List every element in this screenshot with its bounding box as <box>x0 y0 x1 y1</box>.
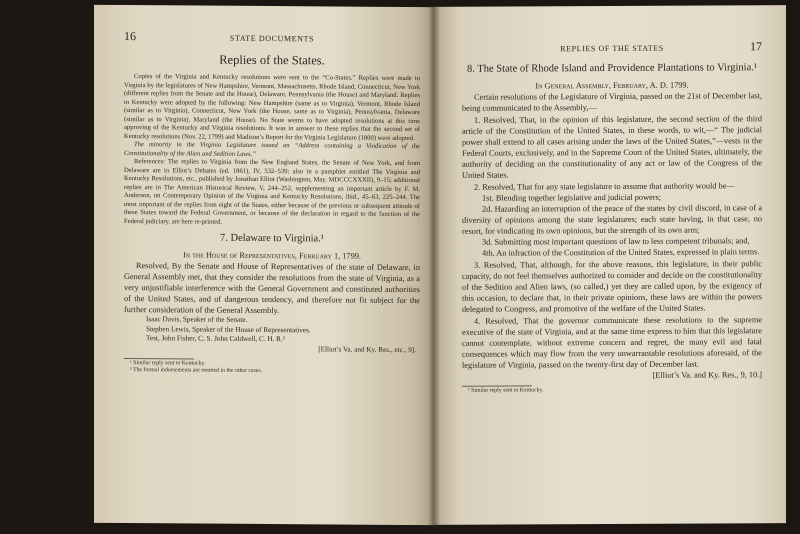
signature-line: Stephen Lewis, Speaker of the House of Representatives. <box>146 324 311 334</box>
rhode-island-citation: [Elliot’s Va. and Ky. Res., 9, 10.] <box>652 370 762 381</box>
left-running-head <box>124 29 420 46</box>
clause-3d: 3d. Submitting most important questions of law to less competent tribunals; and, <box>482 236 750 247</box>
rhode-island-dateline: In General Assembly, February, A. D. 1799. <box>535 80 689 90</box>
paragraph: Certain resolutions of the Legislature of Virginia, passed on the 21st of December last, being communicated to the Assembly,— <box>462 90 762 113</box>
delaware-dateline: In the House of Representatives, February 1, 1799. <box>183 250 361 261</box>
signatures <box>124 315 420 356</box>
right-running-head <box>462 39 762 56</box>
right-page <box>434 5 786 525</box>
delaware-title: 7. Delaware to Virginia.¹ <box>220 232 324 245</box>
resolution-4: 4. Resolved, That the governor communicate these resolutions to the supreme executive of the state of Virginia, and at the same time express to him that this legislature cannot contemplate, without extreme concern and regret, the many evil and fatal consequences which may flow from the very unwarrantable resolutions aforesaid, of the legislature of Virginia, passed on the twenty-first day of December last. <box>462 315 762 371</box>
left-page-number: 16 <box>124 29 136 44</box>
delaware-citation: [Elliot’s Va. and Ky. Res., etc., 9]. <box>318 345 416 354</box>
right-running-title: REPLIES OF THE STATES <box>560 43 664 54</box>
right-page-number: 17 <box>749 39 762 54</box>
intro-text <box>124 73 420 228</box>
signature-line: Isaac Davis, Speaker of the Senate. <box>146 314 248 324</box>
left-running-title: STATE DOCUMENTS <box>229 33 315 44</box>
intro-paragraph: References: The replies to Virginia from the New England States, the Senate of New York, and from Delaware are in Elliot’s Debates (ed. 1861), IV, 532–539; also in a pamphlet entitled The Virginia and Kentucky Resolutions, etc., published by Jonathan Elliot (Washington, May, MDCCCXXXII), 9–15; additional replies are in The American Historical Review, V, 244–252, supplementing an important article by F. M. Anderson, on Contemporary Opinion of the Virginia and Kentucky Resolutions, ibid., 45–63, 225–244. The most important of the replies from eight of the States, either because of the previous or subsequent attitude of these States toward the Federal Government, or because of the declaration in regard to the function of the Federal judiciary, are here re-printed. <box>124 158 420 226</box>
left-page <box>94 5 434 525</box>
book-gutter <box>428 0 440 534</box>
clause-4th: 4th. An infraction of the Constitution of the United States, expressed in plain terms. <box>482 247 760 258</box>
clause-1st: 1st. Blending together legislative and judicial powers; <box>482 192 662 203</box>
signature-line: Test, John Fisher, C. S. John Caldwell, C. H. R.² <box>146 334 285 344</box>
section-title: Replies of the States. <box>219 52 325 68</box>
clause-2d: 2d. Hazarding an interruption of the peace of the states by civil discord, in case of a diversity of opinions among the state legislatures; each state having, in that case, no resort, for vindicating its own opinions, but the strength of its own arm; <box>462 203 762 236</box>
rhode-island-body <box>462 79 762 382</box>
delaware-body <box>124 249 420 317</box>
resolution-3: 3. Resolved, That, although, for the above reasons, this legislature, in their public capacity, do not feel themselves authorized to consider and decide on the constitutionality of the Sedition and Alien laws, (so called,) yet they are called upon, by the exigency of this occasion, to declare that, in their private opinions, these laws are within the powers delegated to Congress, and promotive of the welfare of the United States. <box>462 259 762 314</box>
footnote: ¹ Similar reply sent to Kentucky. <box>468 387 544 395</box>
delaware-resolution: Resolved, By the Senate and House of Representatives of the state of Delaware, in General Assembly met, that they consider the resolutions from the state of Virginia, as a very unjustifiable interference with the General Government and constituted authorities of the United States, and of dangerous tendency, and therefore not fit subject for the further consideration of the General Assembly. <box>124 260 420 315</box>
resolution-1: 1. Resolved, That, in the opinion of this legislature, the second section of the third article of the Constitution of the United States, in these words, to wit,—“ The judicial power shall extend to all cases arising under the laws of the United States,”—vests in the Federal Courts, exclusively, and in the Supreme Court of the United States, ultimately, the authority of deciding on the constitutionality of any act or law of the Congress of the United States. <box>462 113 762 180</box>
rhode-island-title: 8. The State of Rhode Island and Providence Plantations to Virginia.¹ <box>466 62 758 75</box>
footnote: ¹ Similar reply sent to Kentucky. <box>130 359 206 367</box>
resolution-2: 2. Resolved, That for any state legislature to assume that authority would be— <box>474 181 735 192</box>
intro-paragraph: Copies of the Virginia and Kentucky resolutions were sent to the “Co-States.” Replies were made to Virginia by the legislatures of New Hampshire, Vermont, Massachusetts, Rhode Island, Connecticut, New York (different replies from the Senate and the House), Delaware, Pennsylvania (the House) and Maryland. Replies to Kentucky were adopted by the following: New Hampshire (same as to Virginia), Vermont, Rhode Island (similar as to Virginia), Connecticut, New York (the House, same as to Virginia), Pennsylvania, Delaware (similar as to Virginia), Maryland (the House). No State seems to have adopted resolutions at this time approving of the Kentucky and Virginia resolutions. It was in answer to these replies that the second set of Kentucky resolutions (Nov. 22, 1799) and Madison’s Report for the Virginia Legislature (1800) were adopted. <box>124 73 420 142</box>
intro-paragraph: The minority in the Virginia Legislature issued an “Address containing a Vindication of the Constitutionality of the Alien and Sedition Laws.” <box>124 141 420 158</box>
footnote: ² The formal indorsements are omitted in the other cases. <box>130 367 263 375</box>
